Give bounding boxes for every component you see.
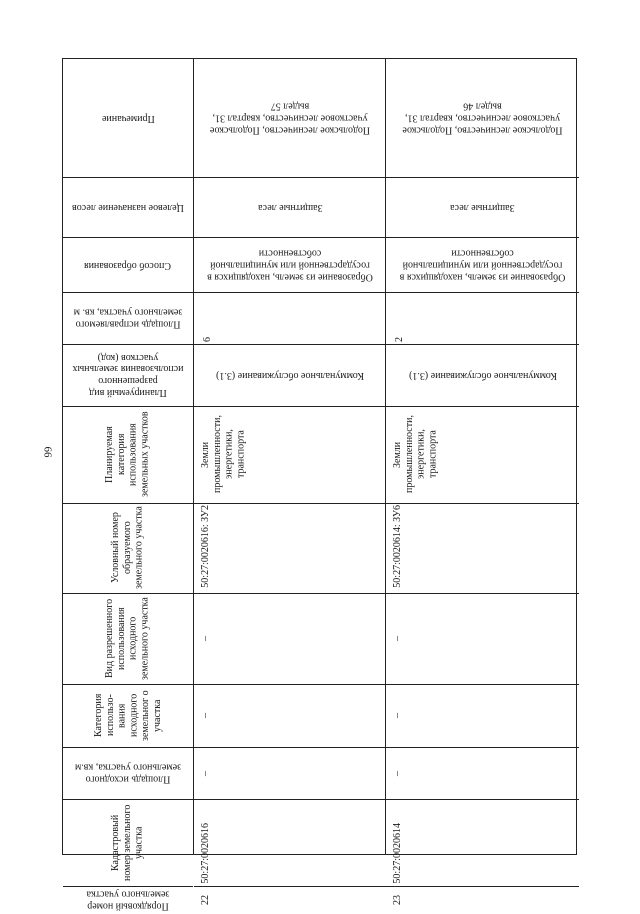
note: Подольское лесничество, Подольское участковое лесничество, квартал 31, выдел 57 xyxy=(209,101,371,136)
planned-category-cell xyxy=(386,406,579,503)
planned-category-cell xyxy=(194,406,386,503)
header-conditional-number: Условный номер образуемого земельного участка xyxy=(110,506,145,590)
header-planned-category-cell xyxy=(63,406,193,503)
source-area-cell xyxy=(194,747,386,799)
header-source-permitted-use-cell xyxy=(63,593,193,684)
conditional-number-cell xyxy=(386,503,579,593)
corrected-area: 6 xyxy=(202,337,213,342)
header-source-area-cell xyxy=(63,747,193,799)
source-category-cell xyxy=(194,684,386,747)
header-corrected-area: Площадь исправляемого земельного участка, кв. м xyxy=(73,307,183,330)
header-corrected-area-cell xyxy=(63,292,193,344)
header-column xyxy=(63,59,193,912)
cadastral-number-cell xyxy=(194,799,386,886)
source-permitted-use: – xyxy=(200,636,211,641)
planned-category: Земли промышленности, энергетики, транспорта xyxy=(392,415,439,494)
row-number: 22 xyxy=(200,895,211,905)
header-formation-method: Способ образования xyxy=(84,259,172,271)
planned-permitted-use-cell xyxy=(194,344,386,406)
header-row-number: Порядковый номер земельного участка xyxy=(86,889,170,912)
note: Подольское лесничество, Подольское участковое лесничество, квартал 31, выдел 46 xyxy=(402,101,563,136)
planned-permitted-use: Коммунальное обслуживание (3.1) xyxy=(216,369,364,381)
planned-category: Земли промышленности, энергетики, транспорта xyxy=(200,415,247,494)
header-source-permitted-use: Вид разрешенного использования исходного земельного участка xyxy=(104,597,151,680)
table-row xyxy=(385,59,579,905)
header-source-category-cell xyxy=(63,684,193,747)
source-category-cell xyxy=(386,684,579,747)
header-planned-permitted-use-cell xyxy=(63,344,193,406)
source-area: – xyxy=(392,770,403,776)
corrected-area-cell xyxy=(194,292,386,344)
header-source-area: Площадь исходного земельного участка, кв.м xyxy=(74,762,182,785)
source-permitted-use-cell xyxy=(194,593,386,684)
header-forest-purpose: Целевое назначение лесов xyxy=(72,201,184,213)
source-permitted-use-cell xyxy=(386,593,579,684)
source-area: – xyxy=(200,770,211,776)
header-source-category: Категория использо-вания исходного земельног о участка xyxy=(92,690,163,741)
source-category: – xyxy=(200,713,211,718)
corrected-area: 2 xyxy=(394,337,405,342)
cadastral-number: 50:27:0020614 xyxy=(392,823,403,884)
formation-method-cell xyxy=(386,237,579,292)
conditional-number: 50:27:0020616: ЗУ2 xyxy=(200,505,211,588)
formation-method: Образование из земель, находящихся в государственной или муниципальной собственности xyxy=(207,247,373,283)
source-permitted-use: – xyxy=(392,636,403,641)
header-planned-category: Планируемая категория использования земельных участков xyxy=(104,411,151,498)
planned-permitted-use: Коммунальное обслуживание (3.1) xyxy=(408,369,557,381)
conditional-number: 50:27:0020614: ЗУ6 xyxy=(392,505,403,588)
forest-purpose-cell xyxy=(194,177,386,237)
forest-purpose: Защитные леса xyxy=(257,201,323,213)
row-number-cell xyxy=(194,886,386,914)
header-note: Примечание xyxy=(101,112,155,124)
forest-purpose-cell xyxy=(386,177,579,237)
header-cadastral-number-cell xyxy=(63,799,193,886)
header-planned-permitted-use: Планируемый вид разрешенного использования земельных участков (код) xyxy=(72,352,184,399)
note-cell xyxy=(194,59,386,177)
page-number: 66 xyxy=(41,446,54,458)
row-number-cell xyxy=(386,886,579,914)
header-row-number-cell xyxy=(63,886,193,914)
header-cadastral-number: Кадастровый номер земельного участка xyxy=(110,804,145,881)
header-conditional-number-cell xyxy=(63,503,193,593)
cadastral-number: 50:27:0020616 xyxy=(200,823,211,884)
formation-method-cell xyxy=(194,237,386,292)
conditional-number-cell xyxy=(194,503,386,593)
row-number: 23 xyxy=(392,895,403,905)
source-area-cell xyxy=(386,747,579,799)
corrected-area-cell xyxy=(386,292,579,344)
source-category: – xyxy=(392,713,403,718)
formation-method: Образование из земель, находящихся в государственной или муниципальной собственности xyxy=(399,247,566,283)
land-plot-table xyxy=(62,58,577,912)
header-note-cell xyxy=(63,59,193,177)
note-cell xyxy=(386,59,579,177)
header-forest-purpose-cell xyxy=(63,177,193,237)
cadastral-number-cell xyxy=(386,799,579,886)
forest-purpose: Защитные леса xyxy=(450,201,515,213)
planned-permitted-use-cell xyxy=(386,344,579,406)
table-row xyxy=(193,59,386,905)
header-formation-method-cell xyxy=(63,237,193,292)
